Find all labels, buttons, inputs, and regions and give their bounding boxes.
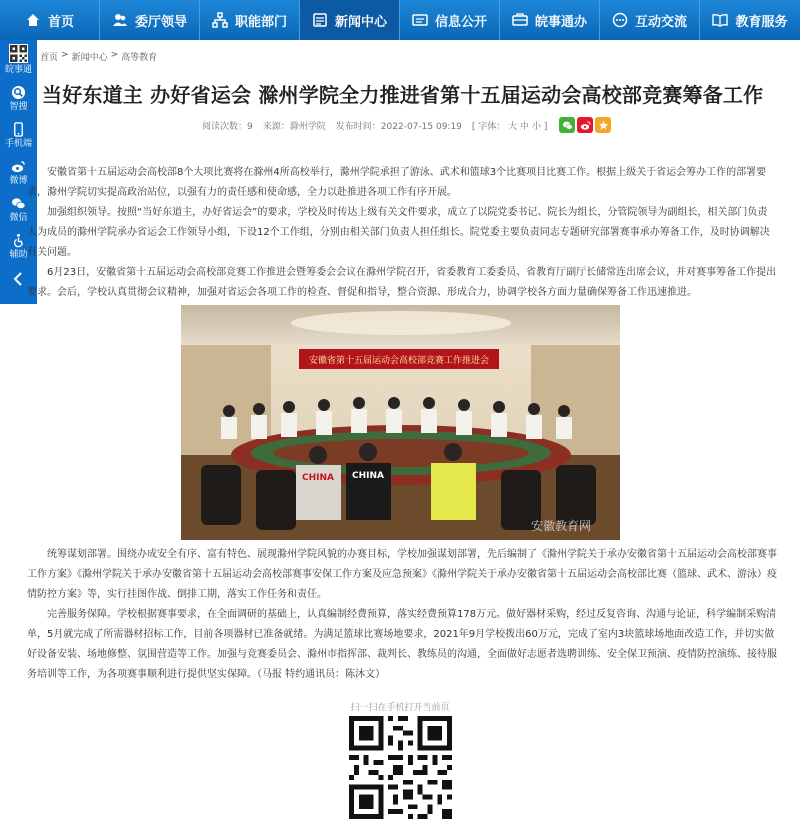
- article-paragraph: 加强组织领导。按照“当好东道主，办好省运会”的要求，学校及时传达上级有关文件要求，成立了以院党委书记、院长为组长，分管院领导为副组长，相关部门负责人为成员的滁州学院承办省运会工作领导小组，下设12个工作组，分别由相关部门负责人担任组长。院党委主要负责同志专题研究部署赛事承办筹备工作，及时协调解决有关问题。: [27, 207, 770, 258]
- nav-item-label: 皖事通办: [534, 14, 587, 30]
- nav-item-label: 委厅领导: [134, 14, 187, 30]
- breadcrumb-separator: >: [61, 50, 69, 60]
- sidebar-item-label: 微信: [9, 212, 28, 223]
- people-icon: [112, 12, 128, 28]
- date-label: 发布时间：: [335, 121, 381, 132]
- nav-item-interaction[interactable]: [600, 0, 700, 40]
- article-paragraph: 6月23日，安徽省第十五届运动会高校部竞赛工作推进会暨筹委会会议在滁州学院召开，省委教育工委委员、省教育厅副厅长储常连出席会议，并对赛事筹备工作提出要求。会后，学校认真贯彻会议精神，加强对省运会各项工作的检查、督促和指导，整合资源、形成合力，协调学校各方面力量确保筹备工作迅速推进。: [27, 267, 777, 298]
- share-buttons: [559, 117, 611, 133]
- sidebar-item-label: 手机端: [4, 138, 32, 149]
- nav-item-home[interactable]: [0, 0, 100, 40]
- source-label: 来源：: [262, 121, 290, 132]
- qr-code-icon: [9, 44, 28, 63]
- share-weibo-button[interactable]: [577, 117, 593, 133]
- page-qr-block: [346, 700, 454, 823]
- views-label: 阅读次数：: [202, 121, 248, 132]
- nav-item-label: 教育服务: [735, 14, 788, 30]
- sidebar-item-label: 辅助: [9, 249, 28, 260]
- article-meta: [202, 117, 611, 133]
- font-large-button[interactable]: 大: [508, 121, 518, 132]
- book-icon: [712, 12, 728, 28]
- top-navigation: [0, 0, 800, 40]
- nav-item-label: 新闻中心: [334, 14, 387, 30]
- sidebar-item-label: 微博: [9, 175, 28, 186]
- nav-item-label: 信息公开: [434, 14, 487, 30]
- breadcrumb-news-center[interactable]: 新闻中心: [71, 53, 108, 63]
- article-paragraph: 安徽省第十五届运动会高校部8个大项比赛将在滁州4所高校举行，滁州学院承担了游泳、武术和篮球3个比赛项目比赛工作。根据上级关于省运会筹办工作的部署要求，滁州学院切实提高政治站位，以强有力的责任感和使命感，全力以赴推进各项工作有序开展。: [27, 167, 767, 198]
- accessibility-icon: [11, 233, 26, 248]
- views-value: 9: [247, 121, 253, 132]
- qzone-star-icon: [598, 120, 609, 131]
- photo-watermark: 安徽教育网: [530, 519, 592, 533]
- sidebar-item-smart-search[interactable]: [0, 80, 37, 117]
- font-size-control: [472, 119, 547, 132]
- article-paragraph: 统筹谋划部署。围绕办成安全有序、富有特色、展现滁州学院风貌的办赛目标，学校加强谋划部署，先后编制了《滁州学院关于承办安徽省第十五届运动会高校部赛事工作方案》《滁州学院关于承办安徽省第十五届运动会高校部赛事安保工作方案及应急预案》《滁州学院关于承办安徽省第十五届运动会高校部比赛（篮球、武术、游泳）疫情防控方案》等，实行挂图作战、倒排工期，落实工作任务和责任。: [27, 549, 777, 600]
- share-qzone-button[interactable]: [595, 117, 611, 133]
- sidebar-item-mobile[interactable]: [0, 117, 37, 154]
- source-value: 滁州学院: [289, 121, 326, 132]
- breadcrumb-higher-education[interactable]: 高等教育: [121, 53, 158, 63]
- sidebar-item-label: 皖事通: [4, 65, 32, 75]
- meeting-photo-image: [181, 305, 620, 540]
- qr-caption: 扫一扫在手机打开当前页: [350, 703, 450, 713]
- news-icon: [312, 12, 328, 28]
- nav-item-leaders[interactable]: [100, 0, 200, 40]
- nav-item-label: 职能部门: [234, 14, 287, 30]
- weibo-icon: [580, 120, 591, 131]
- font-label: [ 字体：: [471, 121, 506, 132]
- article-photo: [181, 305, 620, 540]
- jersey-text: CHINA: [352, 471, 384, 481]
- font-medium-button[interactable]: 中: [520, 121, 530, 132]
- article-body: [27, 163, 777, 303]
- breadcrumb: [40, 50, 157, 63]
- org-chart-icon: [212, 12, 228, 28]
- jersey-text: CHINA: [302, 473, 334, 483]
- nav-item-services[interactable]: [500, 0, 600, 40]
- search-icon: [11, 85, 26, 100]
- service-icon: [512, 12, 528, 28]
- nav-item-info-disclosure[interactable]: [400, 0, 500, 40]
- view-count: [202, 119, 253, 132]
- sidebar-item-wanshitong[interactable]: [0, 40, 37, 80]
- chat-icon: [612, 12, 628, 28]
- meeting-banner-text: 安徽省第十五届运动会高校部竞赛工作推进会: [308, 356, 490, 366]
- wechat-icon: [11, 196, 26, 211]
- article-paragraph: 完善服务保障。学校根据赛事要求，在全面调研的基础上，认真编制经费预算，落实经费预算178万元。做好器材采购，经过反复咨询、沟通与论证，科学编制采购清单，5月就完成了所需器材招标工作，目前各项器材已准备就绪。为满足篮球比赛场地要求，2021年9月学校拨出60万元，完成了室内3块篮球场地面改造工作，并切实做好设备安装、场地修整、氛围营造等工作。加强与竞赛委员会、滁州市指挥部、裁判长、教练员的沟通，全面做好志愿者选聘训练、安全保卫预演、疫情防控演练、接待服务培训等工作，为各项赛事顺利进行提供坚实保障。（马报 特约通讯员：陈沐文）: [27, 609, 777, 680]
- info-card-icon: [412, 12, 428, 28]
- breadcrumb-home[interactable]: 首页: [40, 53, 59, 63]
- font-small-button[interactable]: 小: [531, 121, 541, 132]
- qr-code-icon: [349, 716, 452, 819]
- nav-item-news[interactable]: [300, 0, 400, 40]
- article-source: [263, 119, 326, 132]
- sidebar-item-label: 智搜: [9, 101, 28, 112]
- chevron-left-icon: [11, 271, 27, 287]
- home-icon: [25, 12, 41, 28]
- wechat-icon: [562, 120, 573, 131]
- nav-item-label: 首页: [47, 14, 74, 30]
- publish-time: [336, 119, 462, 132]
- mobile-icon: [11, 122, 26, 137]
- nav-item-departments[interactable]: [200, 0, 300, 40]
- article-body-continued: [27, 545, 777, 685]
- breadcrumb-separator: >: [110, 50, 119, 60]
- article-title: 当好东道主 办好省运会 滁州学院全力推进省第十五届运动会高校部竞赛筹备工作: [42, 83, 764, 107]
- share-wechat-button[interactable]: [559, 117, 575, 133]
- nav-item-education-services[interactable]: [700, 0, 800, 40]
- nav-item-label: 互动交流: [634, 14, 687, 30]
- font-close-bracket: ]: [543, 121, 548, 132]
- weibo-icon: [11, 159, 26, 174]
- date-value: 2022-07-15 09:19: [380, 121, 462, 132]
